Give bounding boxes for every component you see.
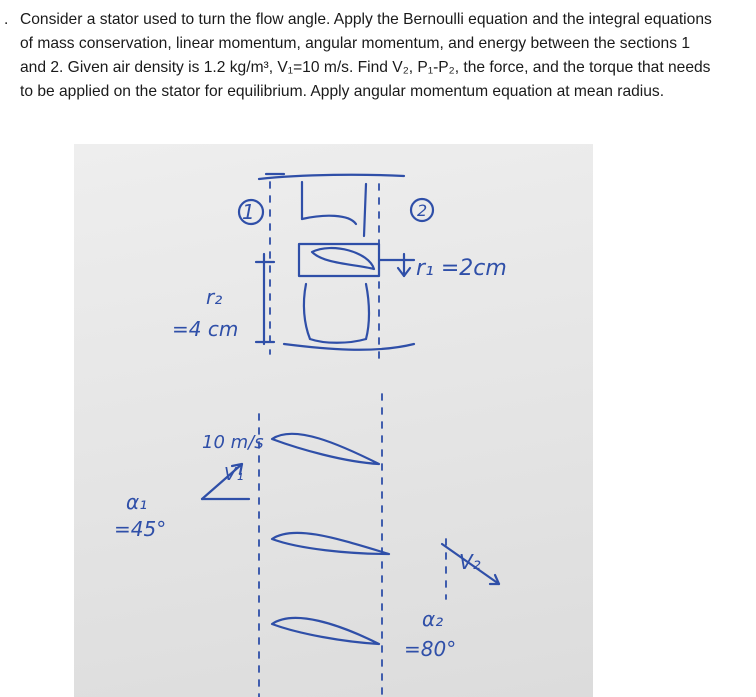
alpha1-value: =45°	[114, 517, 167, 541]
hub-blade-profile	[312, 248, 374, 269]
blade-upper-curve	[302, 216, 356, 224]
problem-bullet: .	[4, 11, 9, 28]
inner-casing-line	[284, 344, 414, 350]
v1-label: V₁	[224, 464, 244, 485]
blade-lower-right	[366, 284, 369, 339]
r2-value: =4 cm	[172, 317, 239, 341]
blade-upper-right	[364, 184, 366, 236]
blade-lower-curve	[310, 339, 366, 343]
section-2-label: 2	[417, 201, 428, 220]
cascade-blade-3	[272, 618, 379, 644]
cascade-blade-1	[272, 434, 379, 464]
outer-casing-line	[259, 175, 404, 179]
annulus-side-view	[256, 174, 414, 359]
cascade-blade-2	[272, 533, 389, 554]
r1-label: r₁ =2cm	[416, 256, 507, 281]
section-1-label: 1	[242, 200, 255, 224]
handwritten-sketch	[74, 144, 593, 697]
v2-label: V₂	[459, 550, 481, 574]
alpha2-label: α₂	[422, 607, 444, 631]
alpha1-label: α₁	[126, 490, 148, 514]
problem-statement: Consider a stator used to turn the flow angle. Apply the Bernoulli equation and the integral equations of mass conservation, linear momentum, angular momentum, and energy between the sections 1 and 2. Given air density is 1.2 kg/m³, V₁=10 m/s. Find V₂, P₁-P₂, the force, and the torque that needs to be applied on the stator for equilibrium. Apply angular momentum equation at mean radius.	[20, 11, 712, 100]
r2-label: r₂	[206, 285, 223, 309]
alpha2-value: =80°	[404, 637, 457, 661]
v1-speed-label: 10 m/s	[202, 432, 264, 453]
stator-sketch-svg	[74, 144, 593, 697]
blade-lower-left	[304, 284, 310, 339]
